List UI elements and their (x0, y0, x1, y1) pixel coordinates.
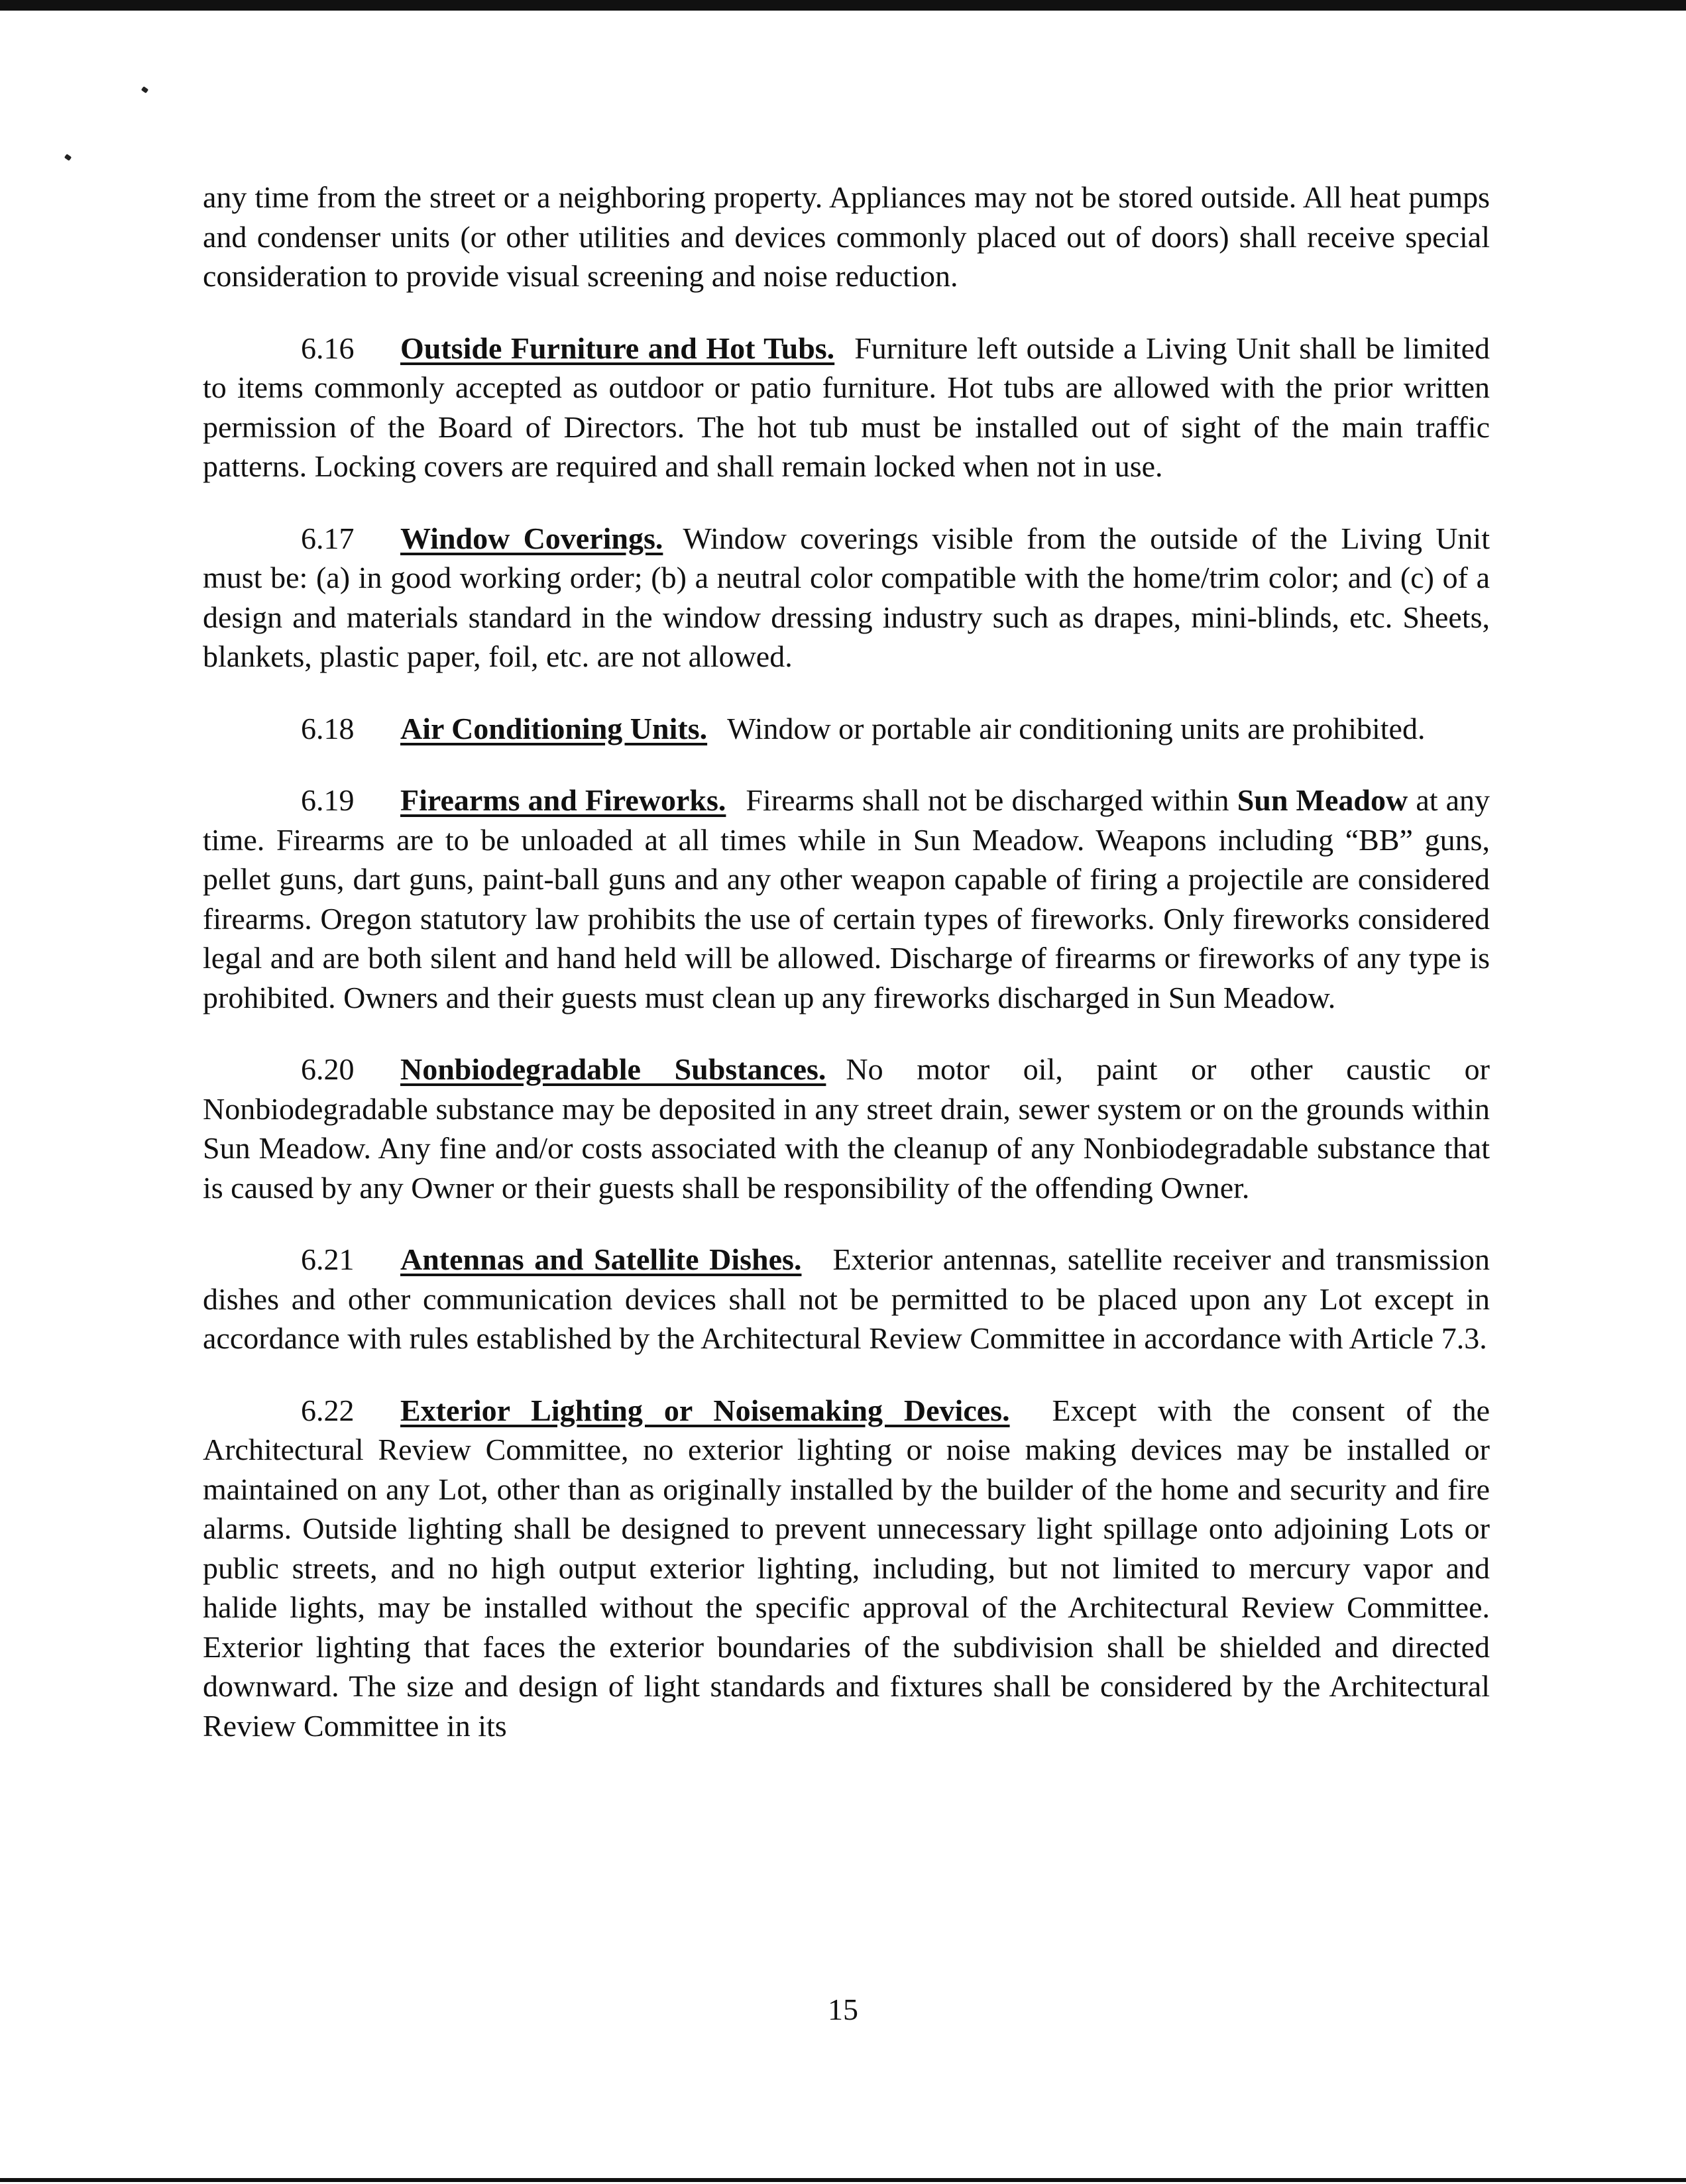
section-heading: Window Coverings. (400, 521, 663, 555)
section-number: 6.19 (301, 783, 355, 817)
section-number: 6.21 (301, 1242, 355, 1276)
section-number: 6.22 (301, 1393, 355, 1427)
page-number: 15 (828, 1993, 858, 2026)
section-heading: Antennas and Satellite Dishes. (400, 1242, 802, 1276)
section-body-pre: Firearms shall not be discharged within (746, 783, 1229, 817)
section-body: Except with the consent of the Architectural Review Committee, no exterior lighting or noise making devices may be installed or maintained on any Lot, other than as originally installed by the builder of the home and security and fire alarms. Outside lighting shall be designed to prevent unnecessary light spillage onto adjoining Lots or public streets, and no high output exterior lighting, including, but not limited to mercury vapor and halide lights, may be installed without the specific approval of the Architectural Review Committee. Exterior lighting that faces the exterior boundaries of the subdivision shall be shielded and directed downward. The size and design of light standards and fixtures shall be considered by the Architectural Review Committee in its (203, 1393, 1490, 1743)
section-6-21 (203, 1240, 1490, 1358)
section-number: 6.17 (301, 521, 355, 555)
section-6-16 (203, 329, 1490, 486)
scan-speck (141, 86, 148, 93)
section-heading: Air Conditioning Units. (400, 711, 708, 745)
section-number: 6.16 (301, 331, 355, 365)
section-6-22 (203, 1391, 1490, 1746)
section-number: 6.20 (301, 1052, 355, 1086)
section-body: Exterior antennas, satellite receiver and transmission dishes and other communication devices shall not be permitted to be placed upon any Lot except in accordance with rules established by the Architectural Review Committee in accordance with Article 7.3. (203, 1242, 1490, 1355)
section-body: No motor oil, paint or other caustic or Nonbiodegradable substance may be deposited in any street drain, sewer system or on the grounds within Sun Meadow. Any fine and/or costs associated with the cleanup of any Nonbiodegradable substance that is caused by any Owner or their guests shall be responsibility of the offending Owner. (203, 1052, 1490, 1205)
section-number: 6.18 (301, 711, 355, 745)
section-heading: Nonbiodegradable Substances. (400, 1052, 826, 1086)
place-name-bold: Sun Meadow (1237, 783, 1408, 817)
section-body: Furniture left outside a Living Unit shall be limited to items commonly accepted as outdoor or patio furniture. Hot tubs are allowed with the prior written permission of the Board of Directors. The hot tub must be installed out of sight of the main traffic patterns. Locking covers are required and shall remain locked when not in use. (203, 331, 1490, 483)
section-body: Window coverings visible from the outside of the Living Unit must be: (a) in good working order; (b) a neutral color compatible with the home/trim color; and (c) of a design and materials standard in the window dressing industry such as drapes, mini-blinds, etc. Sheets, blankets, plastic paper, foil, etc. are not allowed. (203, 521, 1490, 673)
section-6-19 (203, 781, 1490, 1017)
document-body (203, 178, 1490, 1778)
scan-speck (64, 154, 72, 161)
section-heading: Exterior Lighting or Noisemaking Devices. (400, 1393, 1010, 1427)
section-6-20 (203, 1050, 1490, 1207)
section-6-17 (203, 519, 1490, 677)
section-heading: Firearms and Fireworks. (400, 783, 726, 817)
intro-paragraph: any time from the street or a neighboring property. Appliances may not be stored outside. All heat pumps and condenser units (or other utilities and devices commonly placed out of doors) shall receive special consideration to provide visual screening and noise reduction. (203, 180, 1490, 293)
scan-bottom-border (0, 2178, 1686, 2182)
section-body: Window or portable air conditioning units are prohibited. (727, 711, 1426, 745)
section-6-18 (203, 709, 1490, 749)
section-body-post: at any time. Firearms are to be unloaded at all times while in Sun Meadow. Weapons including “BB” guns, pellet guns, dart guns, paint-ball guns and any other weapon capable of firing a projectile are considered firearms. Oregon statutory law prohibits the use of certain types of fireworks. Only fireworks considered legal and are both silent and hand held will be allowed. Discharge of firearms or fireworks of any type is prohibited. Owners and their guests must clean up any fireworks discharged in Sun Meadow. (203, 783, 1490, 1014)
scan-top-border (0, 0, 1686, 11)
section-heading: Outside Furniture and Hot Tubs. (400, 331, 835, 365)
